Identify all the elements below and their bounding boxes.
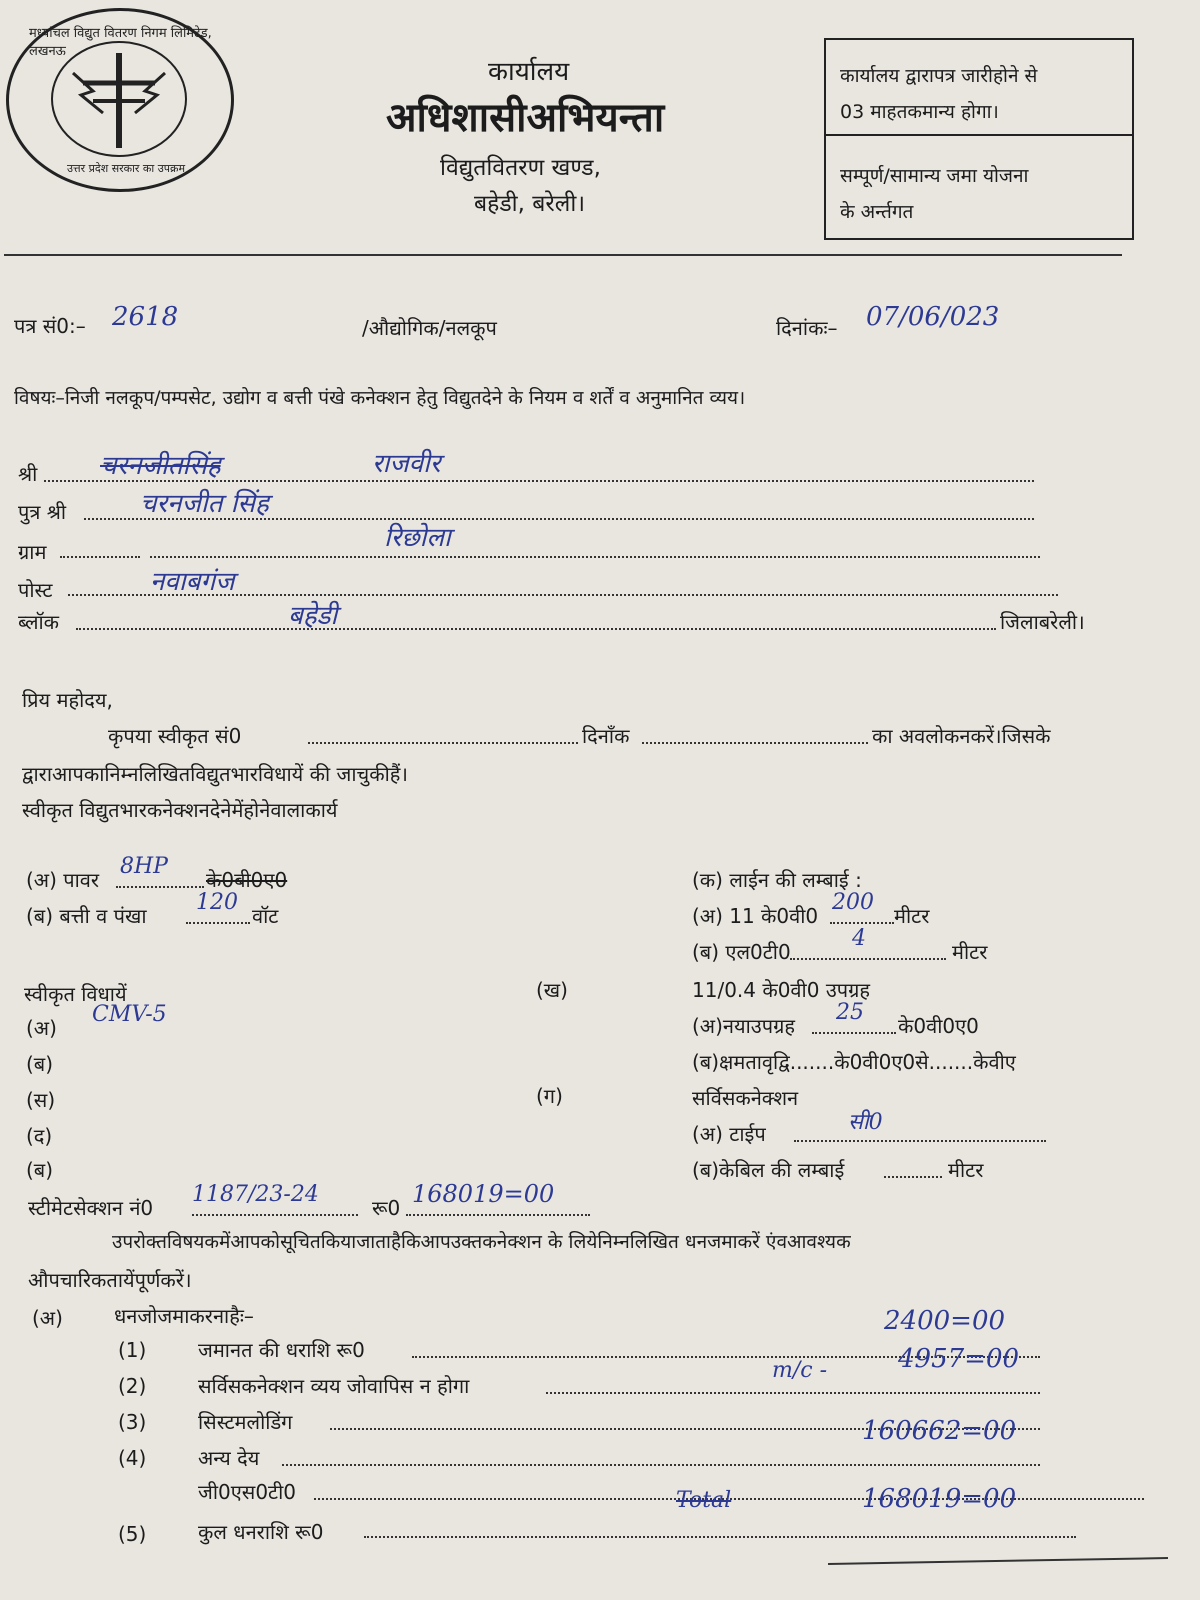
section-kh: (ख) (536, 978, 568, 1002)
district-name: जिलाबरेली। (1000, 610, 1085, 634)
light-fan-value: 120 (196, 890, 238, 915)
new-substation-unit: के0वी0ए0 (898, 1014, 979, 1038)
light-fan-label: (ब) बत्ती व पंखा (26, 904, 147, 928)
block-label: ब्लॉक (18, 610, 60, 634)
applicant-name: राजवीर (372, 449, 441, 479)
deposit-label: जी0एस0टी0 (198, 1480, 297, 1504)
approved-item-b2: (ब) (26, 1158, 54, 1182)
seal-bottom-text: उत्तर प्रदेश सरकार का उपक्रम (67, 162, 186, 175)
approved-item-a-value: CMV-5 (92, 1002, 167, 1027)
block-name: बहेडी (288, 601, 338, 631)
instruction-para-2: औपचारिकतायेंपूर्णकरें। (28, 1268, 192, 1292)
box-divider (826, 134, 1132, 136)
approval-text-1: कृपया स्वीकृत सं0 (108, 724, 242, 748)
scheme-line-1: सम्पूर्ण/सामान्य जमा योजना (840, 165, 1029, 187)
division-location: बहेडी, बरेली। (474, 191, 586, 217)
struck-name: चरनजीतसिंह (100, 451, 221, 481)
father-name: चरनजीत सिंह (140, 489, 269, 519)
office-title: अधिशासीअभियन्ता (386, 95, 665, 141)
service-type-value: सी0 (848, 1110, 883, 1135)
deposit-note: m/c - (772, 1358, 828, 1383)
deposit-no: (1) (118, 1338, 147, 1362)
company-seal (6, 8, 234, 192)
letter-date: 07/06/023 (866, 302, 1000, 332)
header-rule (4, 254, 1122, 256)
approval-text-3: द्वाराआपकानिम्नलिखितविद्युतभारविधायें की जाचुकीहैं। (22, 762, 408, 786)
ht-line-value: 200 (832, 890, 874, 915)
deposit-value: 168019=00 (862, 1484, 1017, 1514)
new-substation-value: 25 (836, 1000, 864, 1025)
power-unit: के0बी0ए0 (206, 868, 288, 892)
lt-line-label: (ब) एल0टी0 (692, 940, 791, 964)
deposit-label: सर्विसकनेक्शन व्यय जोवापिस न होगा (198, 1374, 470, 1398)
post-label: पोस्ट (18, 578, 53, 602)
approval-date-label: दिनाँक (582, 724, 630, 748)
approval-text-2: का अवलोकनकरें।जिसके (872, 724, 1051, 748)
village-name: रिछोला (384, 523, 451, 553)
estimate-rs-label: रू0 (372, 1196, 401, 1220)
validity-box (824, 38, 1134, 240)
shri-label: श्री (18, 462, 38, 486)
village-label: ग्राम (18, 540, 47, 564)
approved-item-b: (ब) (26, 1052, 54, 1076)
seal-top-text: मध्यांचल विद्युत वितरण निगम लिमिटेड, लखनऊ (29, 26, 212, 59)
estimate-label: स्टीमेटसेक्शन नं0 (28, 1196, 154, 1220)
deposit-value: 160662=00 (862, 1416, 1017, 1446)
deposit-note: Total (676, 1488, 732, 1513)
deposit-label: जमानत की धराशि रू0 (198, 1338, 365, 1362)
cable-length-label: (ब)केबिल की लम्बाई (692, 1158, 845, 1182)
deposit-value: 2400=00 (884, 1306, 1006, 1336)
approved-heading: स्वीकृत विधायें (24, 982, 127, 1006)
approval-text-4: स्वीकृत विद्युतभारकनेक्शनदेनेमेंहोनेवालाकार्य (22, 798, 338, 822)
deposit-label: अन्य देय (198, 1446, 260, 1470)
power-value: 8HP (120, 854, 168, 879)
deposit-no: (2) (118, 1374, 147, 1398)
instruction-para-1: उपरोक्तविषयकमेंआपकोसूचितकियाजाताहैकिआपउक्तकनेक्शन के लियेनिम्नलिखित धनजमाकरें एंवआवश्यक (112, 1231, 851, 1253)
approved-item-a: (अ) (26, 1016, 57, 1040)
patra-label: पत्र सं0:– (14, 314, 86, 338)
lt-line-value: 4 (852, 926, 866, 951)
lt-line-unit: मीटर (952, 940, 988, 964)
patra-number: 2618 (112, 302, 179, 332)
capacity-increase: (ब)क्षमतावृद्वि.......के0वी0ए0से.......केवीए (692, 1050, 1016, 1074)
deposit-no: (3) (118, 1410, 147, 1434)
ht-line-label: (अ) 11 के0वी0 (692, 904, 819, 928)
subject-line: विषयः–निजी नलकूप/पम्पसेट, उद्योग व बत्ती पंखे कनेक्शन हेतु विद्युतदेने के नियम व शर्तें व अनुमानित व्यय। (14, 387, 746, 409)
division-name: विद्युतवितरण खण्ड, (440, 155, 601, 181)
deposit-no: (4) (118, 1446, 147, 1470)
new-substation-label: (अ)नयाउपग्रह (692, 1014, 795, 1038)
substation-heading: 11/0.4 के0वी0 उपग्रह (692, 978, 871, 1002)
office-label: कार्यालय (488, 57, 570, 87)
validity-line-2: 03 माहतकमान्य होगा। (840, 101, 999, 123)
estimate-number: 1187/23-24 (192, 1182, 319, 1207)
approved-item-d: (द) (26, 1124, 53, 1148)
deposit-heading: धनजोजमाकरनाहैः– (114, 1304, 254, 1328)
deposit-section-label: (अ) (32, 1306, 63, 1330)
line-length-heading: (क) लाईन की लम्बाई : (692, 868, 862, 892)
son-of-label: पुत्र श्री (18, 500, 67, 524)
signature-rule (828, 1557, 1168, 1565)
post-name: नवाबगंज (150, 567, 235, 597)
service-type-label: (अ) टाईप (692, 1122, 766, 1146)
scheme-line-2: के अर्न्तगत (840, 201, 914, 223)
validity-line-1: कार्यालय द्वारापत्र जारीहोने से (840, 65, 1038, 87)
tower-icon (53, 43, 185, 155)
power-label: (अ) पावर (26, 868, 100, 892)
light-fan-unit: वॉट (252, 904, 279, 928)
section-ga: (ग) (536, 1084, 563, 1108)
ht-line-unit: मीटर (894, 904, 930, 928)
deposit-value: 4957=00 (898, 1344, 1020, 1374)
estimate-amount: 168019=00 (412, 1180, 555, 1208)
date-label: दिनांकः– (776, 316, 838, 340)
deposit-no: (5) (118, 1522, 147, 1546)
deposit-label: कुल धनराशि रू0 (198, 1520, 324, 1544)
letter-category: /औद्योगिक/नलकूप (362, 316, 497, 340)
service-heading: सर्विसकनेक्शन (692, 1086, 799, 1110)
approved-item-s: (स) (26, 1088, 56, 1112)
deposit-label: सिस्टमलोडिंग (198, 1410, 293, 1434)
cable-length-unit: मीटर (948, 1158, 984, 1182)
salutation: प्रिय महोदय, (22, 688, 113, 712)
seal-emblem (51, 41, 187, 157)
